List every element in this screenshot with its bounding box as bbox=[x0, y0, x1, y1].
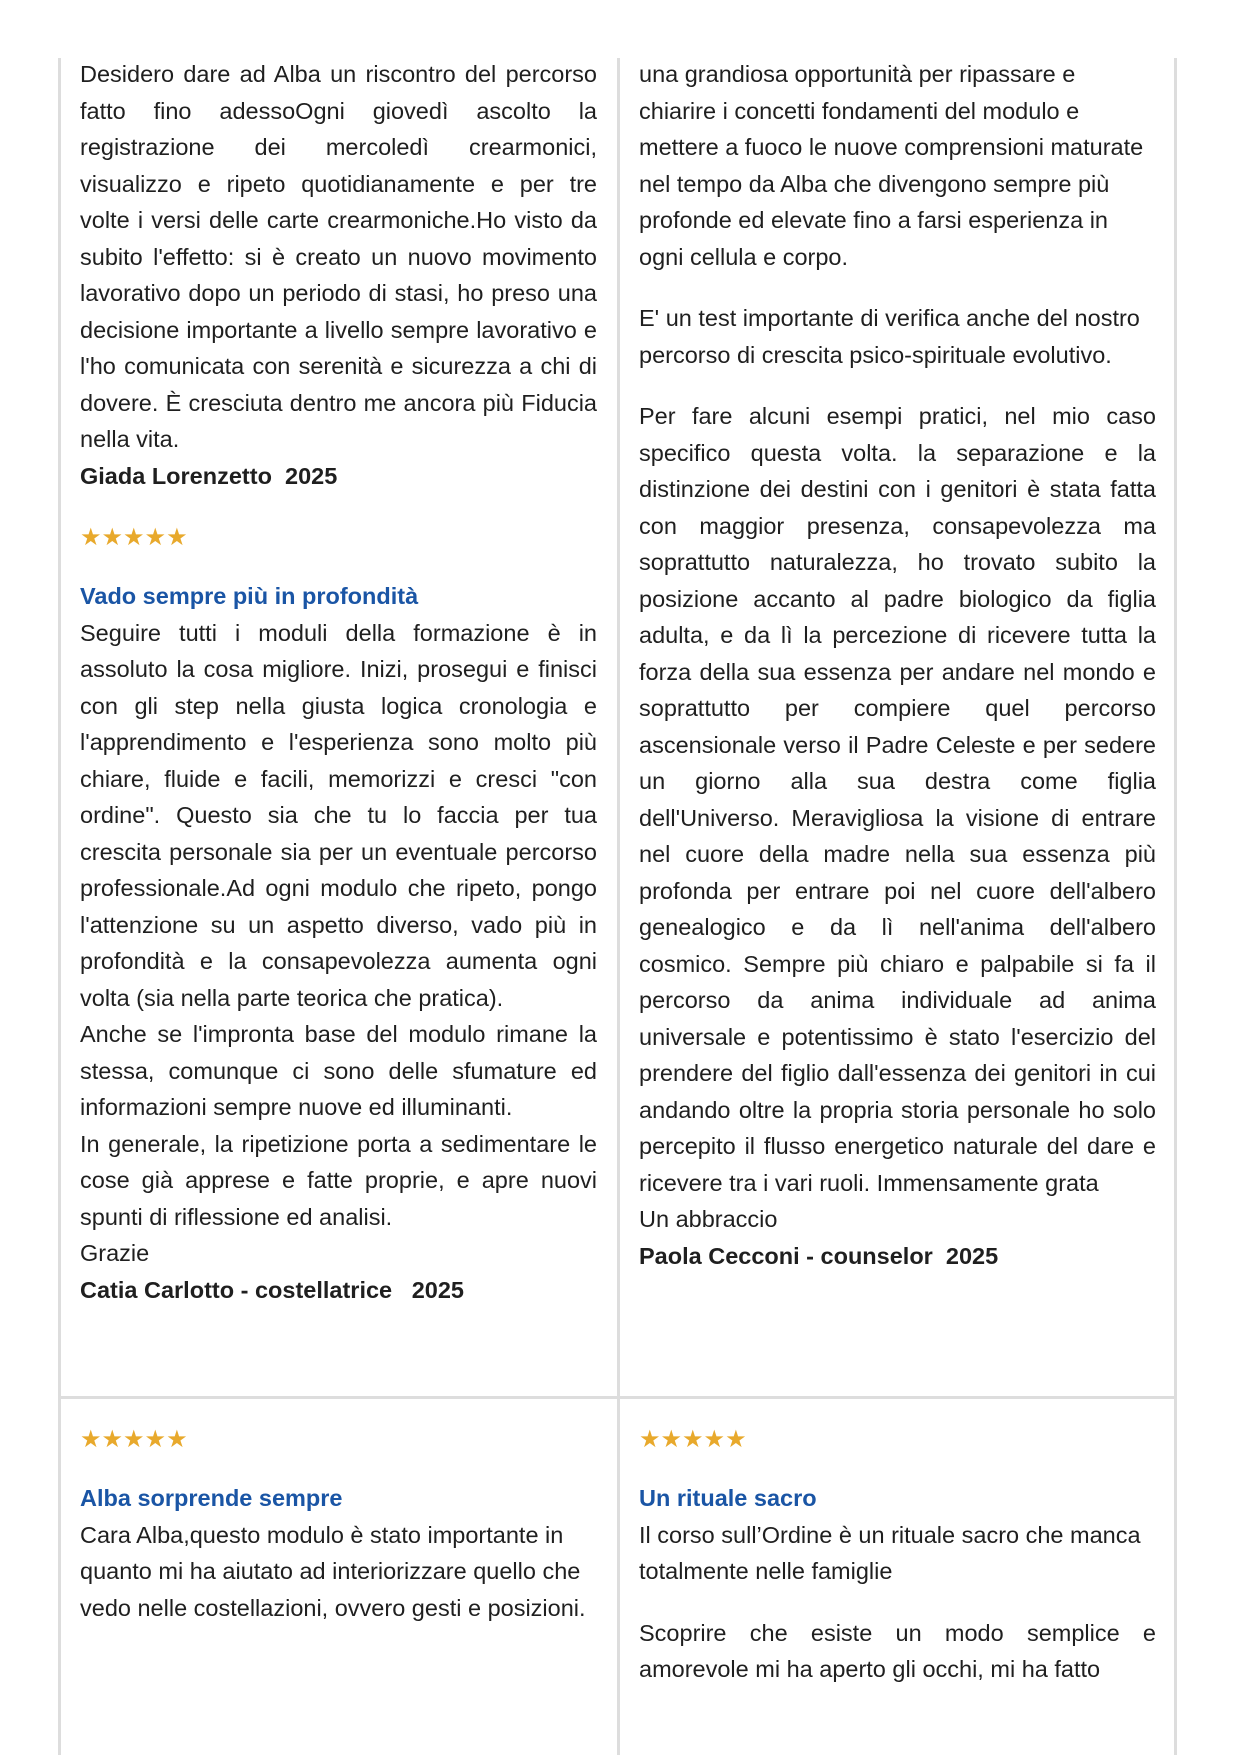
review-card-rituale-sacro bbox=[639, 1422, 1156, 1688]
review-signature: Paola Cecconi - counselor 2025 bbox=[639, 1242, 999, 1269]
review-text: Seguire tutti i moduli della formazione è in assoluto la cosa migliore. Inizi, prosegui e finisci con gli step nella giusta logica cronologia e l'apprendimento e l'esperienza sono molto più chiare, fluide e facili, memorizzi e cresci "con ordine". Questo sia che tu lo faccia per tua crescita personale sia per un eventuale percorso professionale.Ad ogni modulo che ripeto, pongo l'attenzione su un aspetto diverso, vado più in profondità e la consapevolezza aumenta ogni volta (sia nella parte teorica che pratica). bbox=[80, 619, 597, 1011]
review-card-paola bbox=[639, 56, 1156, 1274]
star-rating-icon: ★★★★★ bbox=[80, 524, 188, 551]
review-text: Cara Alba,questo modulo è stato importante in quanto mi ha aiutato ad interiorizzare quello che vedo nelle costellazioni, ovvero gesti e posizioni. bbox=[80, 1521, 586, 1621]
review-card-alba-sorprende bbox=[80, 1422, 597, 1626]
review-text: Il corso sull’Ordine è un rituale sacro che manca totalmente nelle famiglie bbox=[639, 1521, 1141, 1584]
review-text: E' un test importante di verifica anche del nostro percorso di crescita psico-spirituale evolutivo. bbox=[639, 305, 1140, 368]
review-card-giada-catia bbox=[80, 56, 597, 1308]
review-text: Scoprire che esiste un modo semplice e amorevole mi ha aperto gli occhi, mi ha fatto bbox=[639, 1619, 1156, 1682]
review-title: Un rituale sacro bbox=[639, 1485, 817, 1511]
review-text: Un abbraccio bbox=[639, 1206, 778, 1232]
review-title: Vado sempre più in profondità bbox=[80, 583, 419, 609]
star-rating-icon: ★★★★★ bbox=[639, 1426, 747, 1453]
review-title: Alba sorprende sempre bbox=[80, 1485, 343, 1511]
review-text: Grazie bbox=[80, 1240, 150, 1266]
review-text: Anche se l'impronta base del modulo rimane la stessa, comunque ci sono delle sfumature ed informazioni sempre nuove ed illuminanti. bbox=[80, 1021, 597, 1120]
review-text: In generale, la ripetizione porta a sedimentare le cose già apprese e fatte proprie, e apre nuovi spunti di riflessione ed analisi. bbox=[80, 1130, 597, 1230]
grid-border-right bbox=[1174, 58, 1177, 1755]
review-text: Desidero dare ad Alba un riscontro del percorso fatto fino adessoOgni giovedì ascolto la registrazione dei mercoledì crearmonici, visualizzo e ripeto quotidianamente e per tre volte i versi delle carte crearmoniche.Ho visto da subito l'effetto: si è creato un nuovo movimento lavorativo dopo un periodo di stasi, ho preso una decisione importante a livello sempre lavorativo e l'ho comunicata con serenità e sicurezza a chi di dovere. È cresciuta dentro me ancora più Fiducia nella vita. bbox=[80, 61, 597, 452]
grid-border-row bbox=[58, 1396, 1177, 1399]
grid-border-middle bbox=[617, 58, 620, 1755]
review-signature: Catia Carlotto - costellatrice 2025 bbox=[80, 1276, 464, 1303]
star-rating-icon: ★★★★★ bbox=[80, 1426, 188, 1453]
review-text: Per fare alcuni esempi pratici, nel mio caso specifico questa volta. la separazione e la distinzione dei destini con i genitori è stata fatta con maggior presenza, consapevolezza ma soprattutto naturalezza, ho trovato subito la posizione accanto al padre biologico da figlia adulta, e da lì la percezione di ricevere tutta la forza della sua essenza per andare nel mondo e soprattutto per compiere quel percorso ascensionale verso il Padre Celeste e per sedere un giorno alla sua destra come figlia dell'Universo. Meravigliosa la visione di entrare nel cuore della madre nella sua essenza più profonda per entrare poi nel cuore dell'albero genealogico e da lì nell'anima dell'albero cosmico. Sempre più chiaro e palpabile si fa il percorso da anima individuale ad anima universale e potentissimo è stato l'esercizio del prendere del figlio dall'essenza dei genitori in cui andando oltre la propria storia personale ho solo percepito il flusso energetico naturale del dare e ricevere tra i vari ruoli. Immensamente grata bbox=[639, 403, 1156, 1196]
grid-border-left bbox=[58, 58, 61, 1755]
review-signature: Giada Lorenzetto 2025 bbox=[80, 462, 338, 489]
review-text: una grandiosa opportunità per ripassare e chiarire i concetti fondamenti del modulo e mettere a fuoco le nuove comprensioni maturate nel tempo da Alba che divengono sempre più profonde ed elevate fino a farsi esperienza in ogni cellula e corpo. bbox=[639, 61, 1144, 270]
